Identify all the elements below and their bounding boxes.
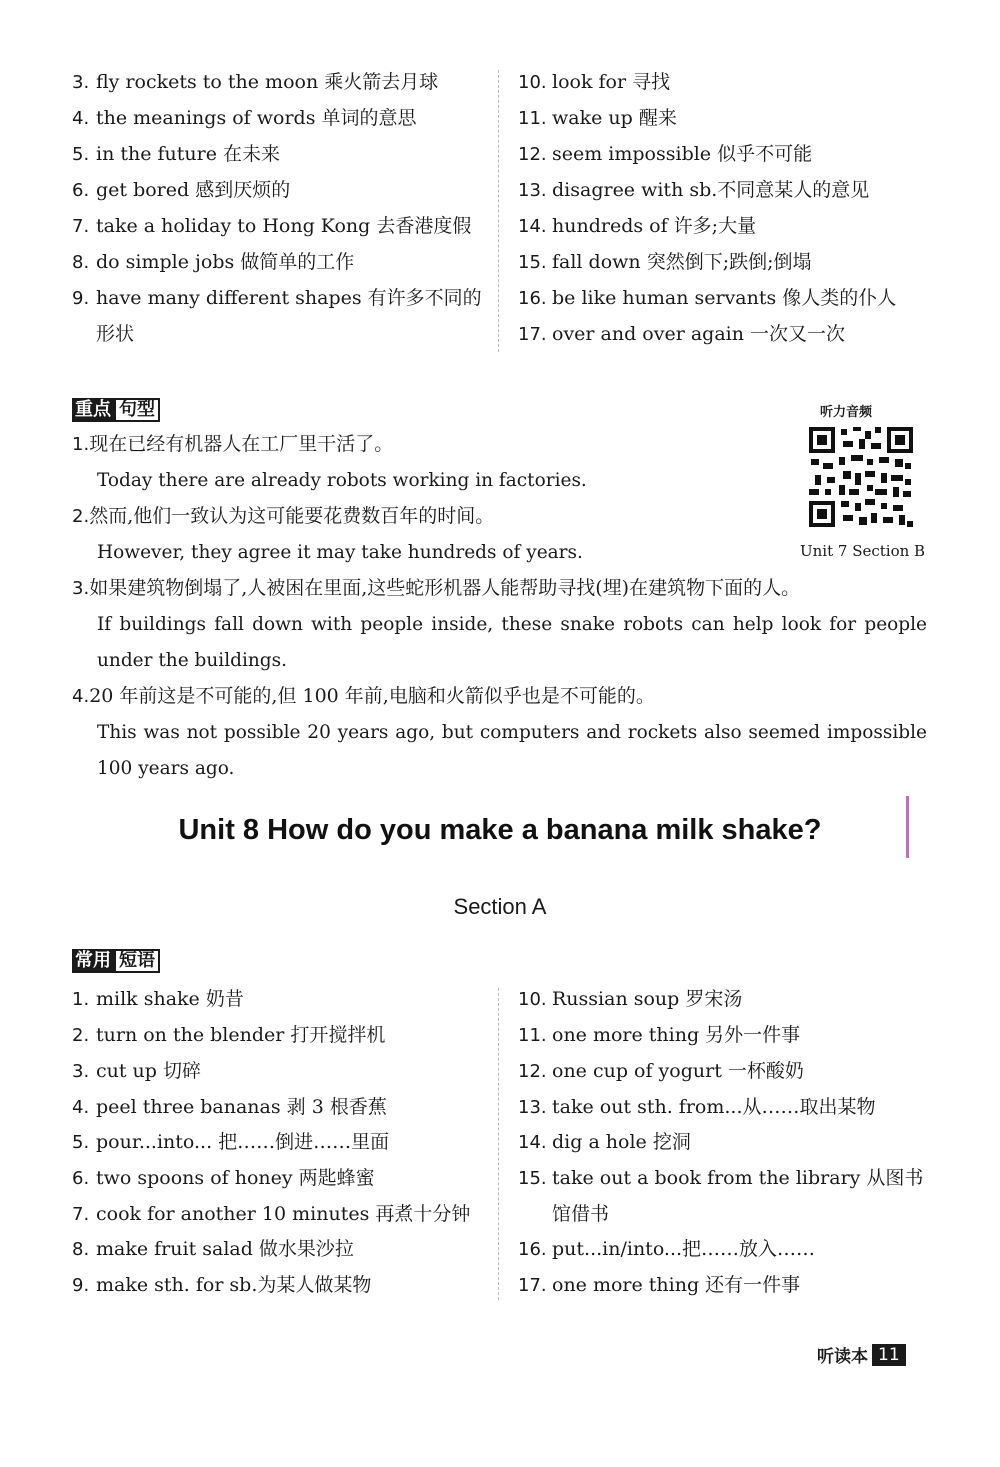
unit-title-accent-bar	[906, 796, 909, 858]
item-text: two spoons of honey 两匙蜂蜜	[96, 1167, 375, 1189]
sentence-cn	[72, 431, 393, 458]
item-number: 12.	[518, 144, 547, 165]
item-number: 2.	[72, 1025, 90, 1046]
item-number: 7.	[72, 216, 90, 237]
item-number: 12.	[518, 1061, 547, 1082]
item-text: dig a hole 挖洞	[552, 1131, 691, 1153]
section-title: Section A	[453, 894, 547, 919]
sentence-number: 4.	[72, 686, 90, 707]
list-item	[518, 1273, 800, 1298]
item-text: over and over again 一次又一次	[552, 323, 846, 345]
item-number: 5.	[72, 1132, 90, 1153]
sentence-number: 1.	[72, 434, 90, 455]
tag-dark: 常用	[72, 949, 114, 973]
list-item	[72, 1023, 385, 1048]
item-text: put...in/into...把……放入……	[552, 1238, 816, 1260]
item-text: have many different shapes 有许多不同的	[96, 287, 482, 309]
item-number: 15.	[518, 1168, 547, 1189]
item-text: be like human servants 像人类的仆人	[552, 287, 897, 309]
list-item	[72, 178, 290, 203]
item-number: 5.	[72, 144, 90, 165]
item-text: wake up 醒来	[552, 107, 677, 129]
item-number: 4.	[72, 108, 90, 129]
key-sentences-tag	[72, 398, 160, 422]
sentence-number: 2.	[72, 506, 90, 527]
qr-code-icon[interactable]	[805, 423, 917, 531]
item-number: 3.	[72, 72, 90, 93]
sentence-en: Today there are already robots working in factories.	[97, 470, 587, 491]
list-item	[518, 250, 812, 275]
list-item	[518, 142, 812, 167]
list-item	[518, 1059, 804, 1084]
item-text: look for 寻找	[552, 71, 671, 93]
item-number: 1.	[72, 989, 90, 1010]
item-number: 15.	[518, 252, 547, 273]
item-continuation: 馆借书	[552, 1203, 610, 1225]
item-number: 4.	[72, 1097, 90, 1118]
item-number: 10.	[518, 989, 547, 1010]
common-phrases-tag	[72, 949, 160, 973]
item-number: 6.	[72, 1168, 90, 1189]
item-number: 14.	[518, 216, 547, 237]
item-text: turn on the blender 打开搅拌机	[96, 1024, 386, 1046]
item-number: 11.	[518, 1025, 547, 1046]
sentence-cn-text: 然而,他们一致认为这可能要花费数百年的时间。	[89, 505, 495, 527]
list-item	[518, 1095, 876, 1120]
item-text: fall down 突然倒下;跌倒;倒塌	[552, 251, 812, 273]
item-number: 13.	[518, 180, 547, 201]
list-item	[518, 322, 845, 347]
list-item	[72, 1059, 201, 1084]
sentence-en: However, they agree it may take hundreds of years.	[97, 542, 583, 563]
page-number: 11	[872, 1344, 906, 1366]
sentence-en: This was not possible 20 years ago, but computers and rockets also seemed impossible 100 years ago.	[97, 722, 927, 779]
list-item	[72, 1166, 375, 1191]
sentence-number: 3.	[72, 578, 90, 599]
list-item	[518, 1023, 800, 1048]
item-text: Russian soup 罗宋汤	[552, 988, 743, 1010]
item-continuation: 形状	[96, 323, 135, 345]
list-item	[72, 142, 280, 167]
list-item	[72, 1130, 389, 1155]
item-number: 9.	[72, 288, 90, 309]
list-item	[72, 70, 438, 95]
item-text: take out a book from the library 从图书	[552, 1167, 924, 1189]
list-item	[518, 178, 869, 203]
list-item	[518, 106, 677, 131]
item-number: 17.	[518, 1275, 547, 1296]
list-item	[72, 1237, 354, 1262]
sentence-cn-text: 20 年前这是不可能的,但 100 年前,电脑和火箭似乎也是不可能的。	[89, 685, 655, 707]
item-number: 11.	[518, 108, 547, 129]
item-text: make fruit salad 做水果沙拉	[96, 1238, 354, 1260]
list-item	[518, 1130, 691, 1155]
item-text: cook for another 10 minutes 再煮十分钟	[96, 1203, 471, 1225]
sentence-cn	[72, 503, 494, 530]
item-number: 16.	[518, 288, 547, 309]
list-item	[72, 1202, 470, 1227]
list-item	[72, 987, 244, 1012]
item-text: in the future 在未来	[96, 143, 281, 165]
footer-label: 听读本	[817, 1347, 868, 1367]
tag-dark: 重点	[72, 398, 114, 422]
item-number: 10.	[518, 72, 547, 93]
list-item	[72, 214, 471, 239]
tag-light: 句型	[114, 398, 160, 422]
item-text: get bored 感到厌烦的	[96, 179, 291, 201]
item-number: 9.	[72, 1275, 90, 1296]
item-text: take out sth. from...从……取出某物	[552, 1096, 876, 1118]
list-item	[518, 214, 756, 239]
item-text: take a holiday to Hong Kong 去香港度假	[96, 215, 472, 237]
list-item	[72, 250, 354, 275]
sentence-cn	[72, 575, 800, 602]
item-number: 8.	[72, 252, 90, 273]
tag-light: 短语	[114, 949, 160, 973]
list-item	[72, 106, 417, 131]
page-footer	[817, 1342, 906, 1367]
item-text: milk shake 奶昔	[96, 988, 244, 1010]
item-text: cut up 切碎	[96, 1060, 201, 1082]
item-text: hundreds of 许多;大量	[552, 215, 757, 237]
item-text: do simple jobs 做简单的工作	[96, 251, 355, 273]
item-number: 14.	[518, 1132, 547, 1153]
sentence-en: If buildings fall down with people inside, these snake robots can help look for people under the buildings.	[97, 614, 927, 671]
item-number: 13.	[518, 1097, 547, 1118]
item-text: one more thing 还有一件事	[552, 1274, 801, 1296]
list-item	[518, 286, 896, 311]
qr-caption: 听力音频	[820, 405, 873, 420]
sentence-cn	[72, 683, 655, 710]
column-divider-bottom	[498, 988, 499, 1300]
item-text: make sth. for sb.为某人做某物	[96, 1274, 372, 1296]
item-number: 17.	[518, 324, 547, 345]
list-item	[72, 1273, 371, 1298]
sentence-cn-text: 如果建筑物倒塌了,人被困在里面,这些蛇形机器人能帮助寻找(埋)在建筑物下面的人。	[89, 577, 801, 599]
item-text: pour...into... 把……倒进……里面	[96, 1131, 390, 1153]
item-text: disagree with sb.不同意某人的意见	[552, 179, 870, 201]
qr-label: Unit 7 Section B	[800, 542, 926, 560]
item-number: 16.	[518, 1239, 547, 1260]
list-item	[518, 1166, 923, 1191]
list-item	[72, 1095, 387, 1120]
list-item	[518, 70, 670, 95]
list-item	[518, 987, 742, 1012]
column-divider-top	[498, 70, 499, 352]
list-item	[518, 1237, 815, 1262]
item-number: 6.	[72, 180, 90, 201]
item-text: one cup of yogurt 一杯酸奶	[552, 1060, 804, 1082]
sentence-cn-text: 现在已经有机器人在工厂里干活了。	[89, 433, 394, 455]
item-number: 7.	[72, 1204, 90, 1225]
item-text: seem impossible 似乎不可能	[552, 143, 813, 165]
item-number: 8.	[72, 1239, 90, 1260]
item-text: peel three bananas 剥 3 根香蕉	[96, 1096, 387, 1118]
item-number: 3.	[72, 1061, 90, 1082]
list-item	[72, 286, 482, 311]
unit-title: Unit 8 How do you make a banana milk shake?	[178, 814, 822, 846]
item-text: one more thing 另外一件事	[552, 1024, 801, 1046]
item-text: fly rockets to the moon 乘火箭去月球	[96, 71, 439, 93]
item-text: the meanings of words 单词的意思	[96, 107, 417, 129]
